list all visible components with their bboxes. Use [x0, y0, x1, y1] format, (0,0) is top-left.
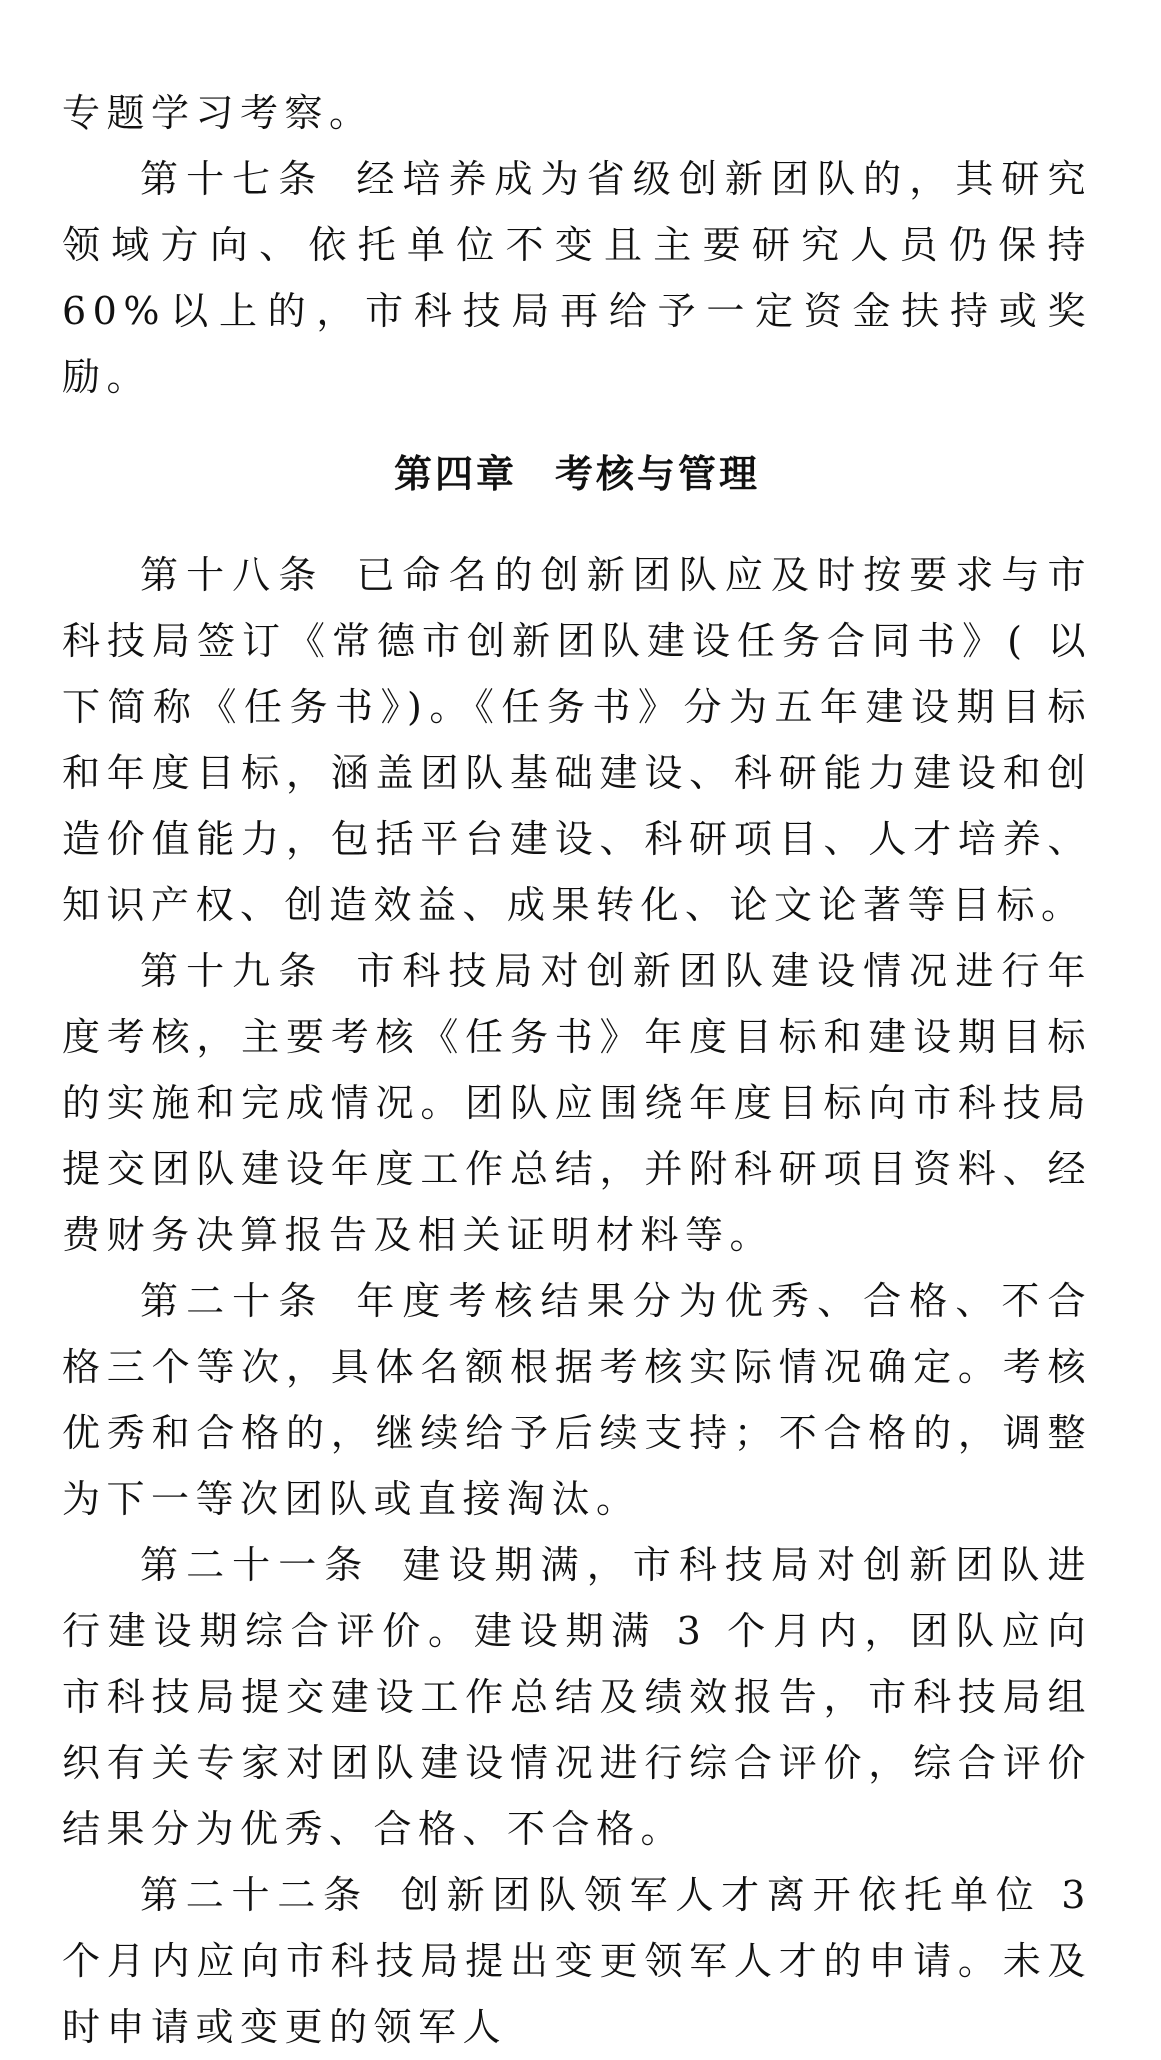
- article-19: [62, 938, 1092, 1268]
- article-number: 第十八条: [140, 553, 325, 597]
- article-22: [62, 1862, 1092, 2060]
- article-text: 已命名的创新团队应及时按要求与市科技局签订《常德市创新团队建设任务合同书》( 以下简称《任务书》)。《任务书》分为五年建设期目标和年度目标，涵盖团队基础建设、科研能力建设和创造价值能力，包括平台建设、科研项目、人才培养、知识产权、创造效益、成果转化、论文论著等目标。: [62, 553, 1092, 927]
- article-text: 创新团队领军人才离开依托单位 3 个月内应向市科技局提出变更领军人才的申请。未及时申请或变更的领军人: [62, 1873, 1092, 2049]
- article-number: 第二十二条: [140, 1873, 369, 1917]
- chapter-heading: [62, 442, 1092, 506]
- article-21: [62, 1532, 1092, 1862]
- article-20: [62, 1268, 1092, 1532]
- article-text: 经培养成为省级创新团队的，其研究领域方向、依托单位不变且主要研究人员仍保持 60%以上的，市科技局再给予一定资金扶持或奖励。: [62, 157, 1092, 399]
- article-number: 第十九条: [140, 949, 325, 993]
- chapter-number: 第四章: [393, 452, 517, 496]
- chapter-title: 考核与管理: [555, 452, 761, 496]
- article-number: 第十七条: [140, 157, 325, 201]
- article-number: 第二十一条: [140, 1543, 371, 1587]
- continuation-paragraph: [62, 80, 1092, 146]
- article-18: [62, 542, 1092, 938]
- article-17: [62, 146, 1092, 410]
- article-text: 建设期满，市科技局对创新团队进行建设期综合评价。建设期满 3 个月内，团队应向市科技局提交建设工作总结及绩效报告，市科技局组织有关专家对团队建设情况进行综合评价，综合评价结果分为优秀、合格、不合格。: [62, 1543, 1092, 1851]
- article-text: 市科技局对创新团队建设情况进行年度考核，主要考核《任务书》年度目标和建设期目标的实施和完成情况。团队应围绕年度目标向市科技局提交团队建设年度工作总结，并附科研项目资料、经费财务决算报告及相关证明材料等。: [62, 949, 1092, 1257]
- document-page: [62, 80, 1092, 2060]
- article-number: 第二十条: [140, 1279, 325, 1323]
- continuation-text: 专题学习考察。: [62, 91, 374, 135]
- article-text: 年度考核结果分为优秀、合格、不合格三个等次，具体名额根据考核实际情况确定。考核优秀和合格的，继续给予后续支持；不合格的，调整为下一等次团队或直接淘汰。: [62, 1279, 1092, 1521]
